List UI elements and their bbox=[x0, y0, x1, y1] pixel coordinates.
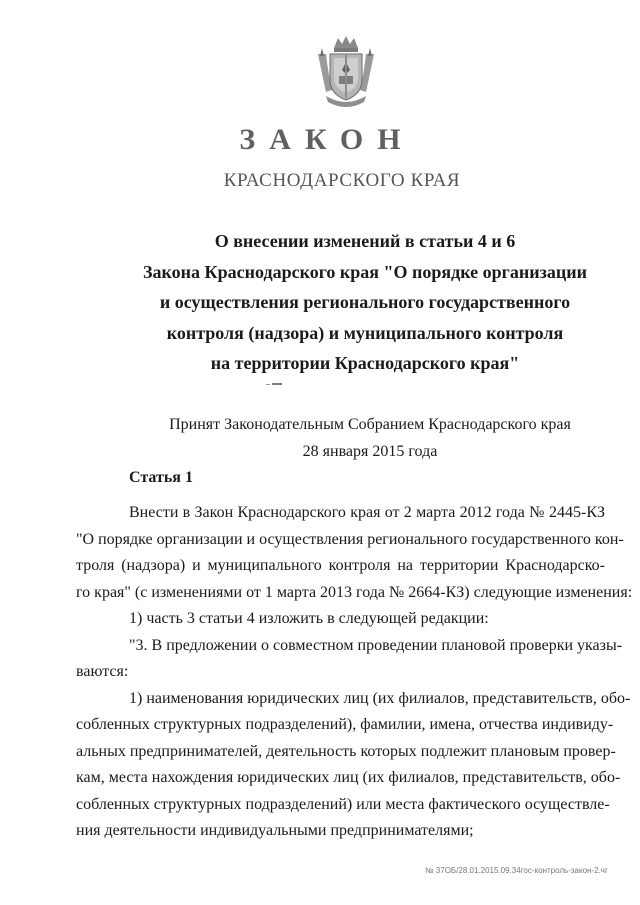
adoption-statement bbox=[100, 411, 640, 465]
text-line: альных предпринимателей, деятельность которых подлежит плановым провер- bbox=[76, 742, 616, 760]
heading-line: на территории Краснодарского края" bbox=[210, 353, 520, 373]
article-body bbox=[76, 500, 633, 845]
adoption-line: Принят Законодательным Собранием Краснодарского края bbox=[169, 416, 571, 433]
text-line: собленных структурных подразделений), фамилии, имена, отчества индивиду- bbox=[76, 716, 614, 733]
footer-file-reference: № 37ОБ/28.01.2015.09.34гос-контроль-закон-2.чг bbox=[425, 866, 608, 875]
text-line: троля (надзора) и муниципального контроля на территории Краснодарско- bbox=[76, 557, 605, 574]
heading-line: контроля (надзора) и муниципального контроля bbox=[166, 322, 564, 343]
adoption-date: 28 января 2015 года bbox=[302, 443, 438, 460]
coat-of-arms-emblem bbox=[312, 34, 380, 108]
document-heading bbox=[100, 226, 630, 379]
text-line: "3. В предложении о совместном проведении плановой проверки указы- bbox=[129, 636, 623, 654]
text-line: "О порядке организации и осуществления регионального государственного кон- bbox=[76, 530, 624, 548]
text-line: Внести в Закон Краснодарского края от 2 марта 2012 года № 2445-КЗ bbox=[129, 504, 605, 521]
text-line: 1) часть 3 статьи 4 изложить в следующей редакции: bbox=[129, 610, 489, 627]
heading-line: О внесении изменений в статьи 4 и 6 bbox=[214, 231, 516, 251]
text-line: ваются: bbox=[76, 663, 129, 680]
heading-line: и осуществления регионального государственного bbox=[159, 292, 571, 312]
text-line: кам, места нахождения юридических лиц (их филиалов, представительств, обо- bbox=[76, 769, 621, 786]
law-region: КРАСНОДАРСКОГО КРАЯ bbox=[223, 170, 461, 191]
text-line: го края" (с изменениями от 1 марта 2013 года № 2664-КЗ) следующие изменения: bbox=[76, 583, 633, 601]
text-line: 1) наименования юридических лиц (их филиалов, представительств, обо- bbox=[129, 689, 631, 707]
article-title: Статья 1 bbox=[129, 469, 193, 486]
law-title: ЗАКОН bbox=[239, 123, 415, 156]
text-line: собленных структурных подразделений) или места фактического осуществле- bbox=[76, 795, 610, 813]
text-line: ния деятельности индивидуальными предпринимателями; bbox=[76, 822, 474, 839]
scan-mark bbox=[266, 383, 284, 386]
heading-line: Закона Краснодарского края "О порядке организации bbox=[143, 261, 587, 282]
